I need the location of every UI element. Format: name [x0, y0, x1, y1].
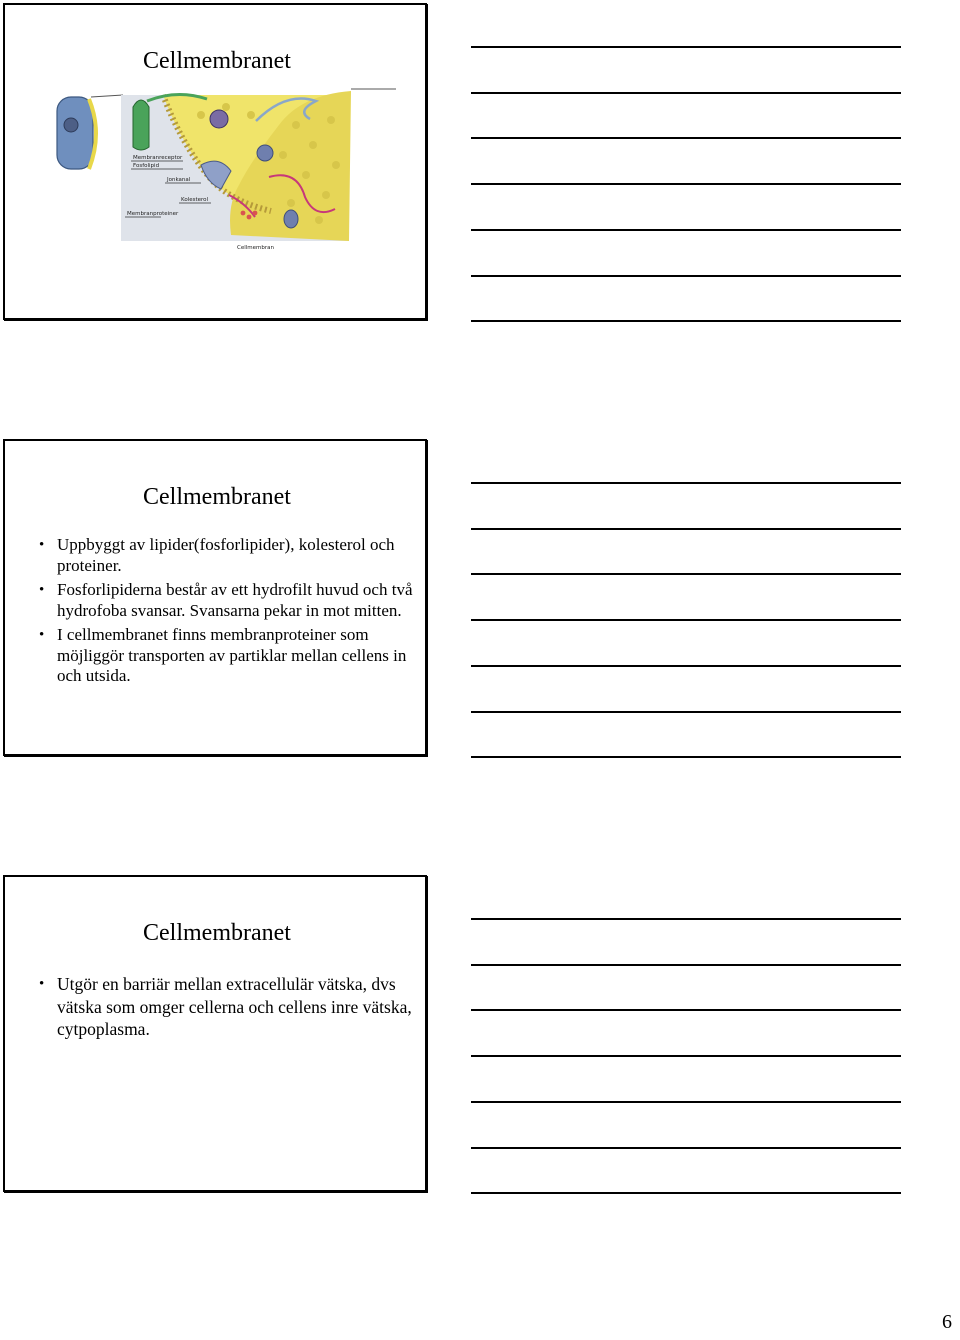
note-line: [471, 482, 901, 484]
label-fosfolipid: Fosfolipid: [133, 163, 160, 169]
note-line: [471, 1101, 901, 1103]
note-line: [471, 528, 901, 530]
note-line: [471, 964, 901, 966]
diagram-caption: Cellmembran: [237, 245, 274, 251]
slide-2: [3, 439, 427, 756]
note-line: [471, 92, 901, 94]
cell-membrane-diagram: [51, 85, 401, 257]
label-membranreceptor: Membranreceptor: [133, 155, 183, 161]
slide-title: Cellmembranet: [143, 920, 291, 946]
note-line: [471, 320, 901, 322]
bullet-item: • Uppbyggt av lipider(fosforlipider), kolesterol och proteiner.: [37, 535, 417, 576]
note-line: [471, 756, 901, 758]
note-line: [471, 137, 901, 139]
note-line: [471, 665, 901, 667]
label-membranproteiner: Membranproteiner: [127, 211, 179, 217]
bullet-item: • Fosforlipiderna består av ett hydrofilt huvud och två hydrofoba svansar. Svansarna pekar in mot mitten.: [37, 580, 417, 621]
note-line: [471, 46, 901, 48]
note-line: [471, 1009, 901, 1011]
note-line: [471, 229, 901, 231]
label-kolesterol: Kolesterol: [181, 197, 209, 203]
bullet-item: • I cellmembranet finns membranproteiner som möjliggör transporten av partiklar mellan cellens in och utsida.: [37, 625, 417, 687]
note-line: [471, 1192, 901, 1194]
note-line: [471, 275, 901, 277]
note-line: [471, 619, 901, 621]
note-line: [471, 183, 901, 185]
slide-title: Cellmembranet: [143, 484, 291, 510]
bullet-item: • Utgör en barriär mellan extracellulär vätska, dvs vätska som omger cellerna och cellens inre vätska, cytpoplasma.: [37, 973, 417, 1041]
note-line: [471, 918, 901, 920]
bullet-list: [37, 973, 417, 1045]
note-line: [471, 1147, 901, 1149]
note-line: [471, 1055, 901, 1057]
note-line: [471, 573, 901, 575]
note-line: [471, 711, 901, 713]
bullet-list: [37, 535, 417, 691]
slide-3: [3, 875, 427, 1192]
page-number: 6: [942, 1311, 952, 1333]
slide-1: [3, 3, 427, 320]
slide-title: Cellmembranet: [143, 48, 291, 74]
label-jonkanal: Jonkanal: [167, 177, 191, 183]
